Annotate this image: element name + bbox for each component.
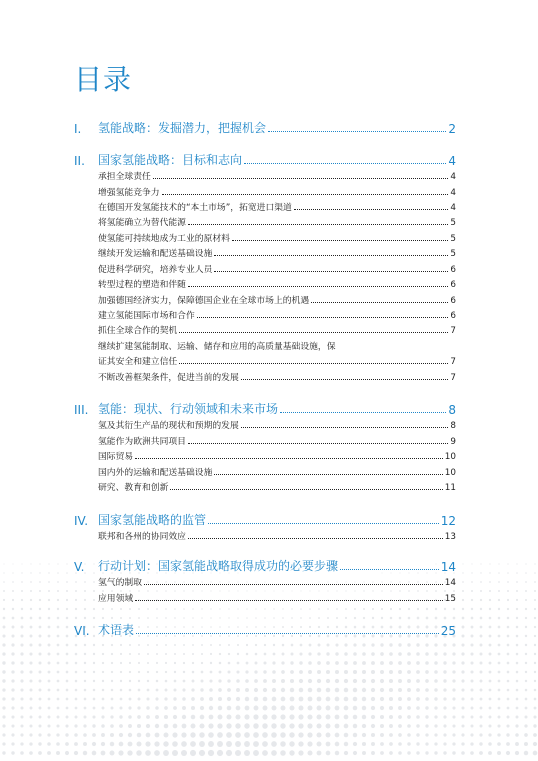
toc-entry[interactable] xyxy=(74,529,456,542)
toc-entry[interactable] xyxy=(74,293,456,306)
entry-title: 氢及其衍生产品的现状和预期的发展 xyxy=(98,421,239,431)
entry-title: 国内外的运输和配送基础设施 xyxy=(98,468,213,478)
section-number: II. xyxy=(74,154,85,168)
dot-leader xyxy=(244,163,446,164)
dot-leader xyxy=(136,633,439,634)
section-title: 术语表 xyxy=(98,623,135,637)
toc-section-1[interactable] xyxy=(74,118,456,136)
entry-title: 加强德国经济实力，保障德国企业在全球市场上的机遇 xyxy=(98,296,310,306)
toc-entry[interactable] xyxy=(74,277,456,290)
toc-entry[interactable] xyxy=(74,575,456,588)
toc-entry[interactable] xyxy=(74,246,456,259)
page-number: 25 xyxy=(440,624,456,638)
page-number: 5 xyxy=(450,218,456,228)
toc-entry[interactable] xyxy=(74,200,456,213)
entry-title: 氢能作为欧洲共同项目 xyxy=(98,437,186,447)
dot-leader xyxy=(179,363,448,364)
entry-title: 应用领域 xyxy=(98,594,134,604)
entry-title-line1: 继续扩建氢能制取、运输、储存和应用的高质量基础设施，保 xyxy=(98,342,336,352)
dot-leader xyxy=(162,194,449,195)
entry-title: 转型过程的塑造和伴随 xyxy=(98,280,186,290)
section-number: V. xyxy=(74,560,85,574)
page-number: 4 xyxy=(450,172,456,182)
page-number: 6 xyxy=(450,265,456,275)
toc-section-3[interactable] xyxy=(74,399,456,417)
page-number: 12 xyxy=(440,514,456,528)
page-number: 4 xyxy=(450,188,456,198)
entry-title: 增强氢能竞争力 xyxy=(98,188,160,198)
dot-leader xyxy=(241,379,449,380)
toc-entry[interactable] xyxy=(74,215,456,228)
page-number: 15 xyxy=(444,594,456,604)
entry-title: 抓住全球合作的契机 xyxy=(98,326,178,336)
page-number: 14 xyxy=(440,560,456,574)
dot-leader xyxy=(197,317,449,318)
toc-entry[interactable] xyxy=(74,418,456,431)
page-number: 7 xyxy=(450,373,456,383)
entry-title: 联邦和各州的协同效应 xyxy=(98,532,186,542)
page-number: 5 xyxy=(450,249,456,259)
dot-leader xyxy=(208,523,439,524)
toc-entry[interactable] xyxy=(74,465,456,478)
dot-leader xyxy=(135,458,443,459)
page-number: 6 xyxy=(450,296,456,306)
dot-leader xyxy=(135,600,443,601)
page-number: 14 xyxy=(444,578,456,588)
toc-entry[interactable] xyxy=(74,480,456,493)
dot-leader xyxy=(214,474,442,475)
toc-entry[interactable] xyxy=(74,323,456,336)
page-number: 10 xyxy=(444,468,456,478)
toc-section-5[interactable] xyxy=(74,556,456,574)
section-title: 国家氢能战略：目标和志向 xyxy=(98,153,243,167)
entry-title: 使氢能可持续地成为工业的原材料 xyxy=(98,234,230,244)
section-title: 氢能战略：发掘潜力，把握机会 xyxy=(98,121,267,135)
entry-title: 研究、教育和创新 xyxy=(98,483,169,493)
entry-title: 继续开发运输和配送基础设施 xyxy=(98,249,213,259)
dot-leader xyxy=(170,489,442,490)
toc-section-4[interactable] xyxy=(74,510,456,528)
entry-title: 氢气的制取 xyxy=(98,578,142,588)
toc-entry[interactable] xyxy=(74,308,456,321)
page-number: 6 xyxy=(450,280,456,290)
toc-entry[interactable] xyxy=(74,185,456,198)
page-title: 目录 xyxy=(74,63,133,96)
entry-title: 不断改善框架条件，促进当前的发展 xyxy=(98,373,239,383)
entry-title-line2: 证其安全和建立信任 xyxy=(98,357,178,367)
dot-leader xyxy=(232,240,448,241)
toc-entry[interactable] xyxy=(74,449,456,462)
toc-entry[interactable] xyxy=(74,591,456,604)
entry-title: 将氢能确立为替代能源 xyxy=(98,218,186,228)
dot-leader xyxy=(188,443,448,444)
section-number: III. xyxy=(74,403,89,417)
dot-leader xyxy=(188,224,448,225)
page-number: 7 xyxy=(450,357,456,367)
dot-leader xyxy=(214,271,448,272)
toc-entry[interactable] xyxy=(74,434,456,447)
dot-leader xyxy=(294,209,449,210)
toc-entry[interactable] xyxy=(74,231,456,244)
dot-leader xyxy=(153,178,449,179)
toc-entry[interactable] xyxy=(74,354,456,367)
dot-leader xyxy=(311,302,448,303)
page-number: 4 xyxy=(448,154,456,168)
page-number: 7 xyxy=(450,326,456,336)
page-number: 8 xyxy=(450,421,456,431)
section-number: I. xyxy=(74,122,82,136)
toc-section-6[interactable] xyxy=(74,620,456,638)
dot-leader xyxy=(214,255,448,256)
entry-title: 国际贸易 xyxy=(98,452,134,462)
toc-section-2[interactable] xyxy=(74,150,456,168)
entry-title: 在德国开发氢能技术的“本土市场”，拓宽进口渠道 xyxy=(98,203,292,213)
dot-leader xyxy=(179,332,448,333)
page-number: 2 xyxy=(448,122,456,136)
page-number: 4 xyxy=(450,203,456,213)
dot-leader xyxy=(188,538,443,539)
entry-title: 促进科学研究，培养专业人员 xyxy=(98,265,213,275)
dot-leader xyxy=(241,427,449,428)
toc-entry[interactable] xyxy=(74,262,456,275)
toc-entry[interactable] xyxy=(74,370,456,383)
dot-leader xyxy=(340,569,439,570)
dot-leader xyxy=(280,412,446,413)
section-title: 行动计划：国家氢能战略取得成功的必要步骤 xyxy=(98,559,339,573)
dot-leader xyxy=(268,131,446,132)
dot-leader xyxy=(144,584,443,585)
entry-title: 承担全球责任 xyxy=(98,172,151,182)
page-number: 5 xyxy=(450,234,456,244)
page-number: 11 xyxy=(444,483,456,493)
page-number: 8 xyxy=(448,403,456,417)
dot-leader xyxy=(188,286,448,287)
page-number: 10 xyxy=(444,452,456,462)
page-number: 6 xyxy=(450,311,456,321)
section-number: VI. xyxy=(74,624,90,638)
section-title: 国家氢能战略的监管 xyxy=(98,513,207,527)
section-title: 氢能：现状、行动领域和未来市场 xyxy=(98,402,279,416)
section-number: IV. xyxy=(74,514,89,528)
page-number: 13 xyxy=(444,532,456,542)
page-number: 9 xyxy=(450,437,456,447)
toc-entry[interactable] xyxy=(74,169,456,182)
entry-title: 建立氢能国际市场和合作 xyxy=(98,311,195,321)
